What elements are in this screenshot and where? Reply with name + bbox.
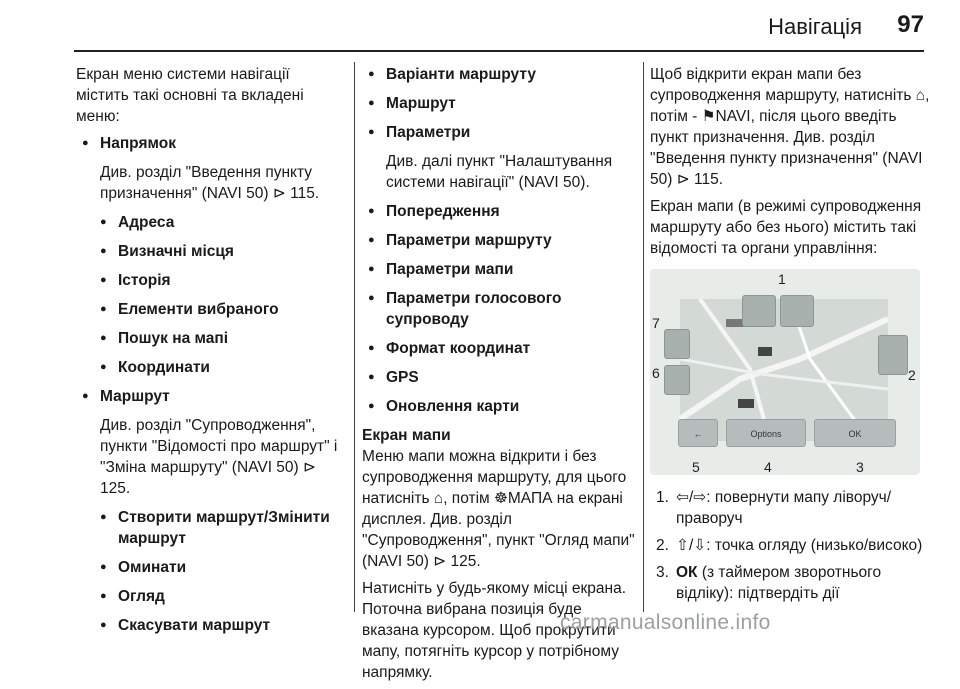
bottom-button-bar: [678, 419, 896, 449]
submenu-item: GPS: [386, 369, 419, 386]
section-heading-map-screen: Екран мапи: [362, 427, 451, 444]
options-button[interactable]: Options: [726, 419, 806, 447]
submenu-list-params: [362, 201, 642, 417]
menu-list: [362, 122, 642, 143]
map-screen-figure: [650, 269, 920, 475]
header-rule: [74, 50, 924, 52]
submenu-item: Пошук на мапі: [118, 330, 229, 347]
submenu-item: Параметри мапи: [386, 261, 514, 278]
submenu-list-continued: [362, 64, 642, 114]
view-down-button[interactable]: [664, 365, 690, 395]
menu-item-route: [76, 386, 346, 407]
column-divider-1: [354, 62, 355, 612]
watermark: carmanualsonline.info: [560, 611, 771, 634]
submenu-list-direction: [76, 212, 346, 378]
page-number: 97: [897, 11, 924, 38]
menu-item-direction: [76, 133, 346, 154]
submenu-item: Попередження: [386, 203, 500, 220]
menu-item-label: Параметри: [386, 124, 471, 141]
submenu-item: Координати: [118, 359, 210, 376]
menu-item-params: [362, 122, 642, 143]
column-divider-2: [643, 62, 644, 612]
submenu-item: Оминати: [118, 559, 187, 576]
submenu-item: Параметри маршруту: [386, 232, 552, 249]
legend-item: 3. ОК (з таймером зворотнього відліку): підтвердіть дії: [656, 564, 882, 602]
submenu-item: Огляд: [118, 588, 165, 605]
menu-list: [76, 133, 346, 154]
submenu-item: Скасувати маршрут: [118, 617, 271, 634]
menu-item-label: Маршрут: [100, 388, 170, 405]
side-control-button[interactable]: [878, 335, 908, 375]
submenu-item: Елементи вибраного: [118, 301, 279, 318]
view-up-button[interactable]: [664, 329, 690, 359]
submenu-item: Адреса: [118, 214, 175, 231]
submenu-list-route: [76, 507, 346, 636]
menu-list: [76, 386, 346, 407]
column-2: [362, 64, 642, 689]
menu-item-desc: Див. розділ "Супроводження", пункти "Відомості про маршрут" і "Зміна маршруту" (NAVI 50) ⊳ 125.: [100, 417, 338, 497]
callout-1: 1: [778, 271, 786, 287]
rotate-right-button[interactable]: [780, 295, 814, 327]
ok-button[interactable]: OK: [814, 419, 896, 447]
submenu-item: Оновлення карти: [386, 398, 520, 415]
submenu-item: Маршрут: [386, 95, 456, 112]
submenu-item: Історія: [118, 272, 171, 289]
callout-3: 3: [856, 459, 864, 475]
legend-item: 2. ⇧/⇩: точка огляду (низько/високо): [656, 537, 923, 554]
intro-text: Екран меню системи навігації містить такі основні та вкладені меню:: [76, 66, 304, 125]
menu-item-desc: Див. розділ "Введення пункту призначення" (NAVI 50) ⊳ 115.: [100, 164, 320, 202]
submenu-item: Формат координат: [386, 340, 531, 357]
map-screen-paragraph-2: Натисніть у будь-якому місці екрана. Поточна вибрана позиція буде вказана курсором. Щоб прокрутити мапу, потягніть курсор у потрібному напрямку.: [362, 580, 627, 681]
submenu-item: Визначні місця: [118, 243, 234, 260]
menu-item-desc: Див. далі пункт "Налаштування системи навігації" (NAVI 50).: [386, 153, 613, 191]
rotate-left-button[interactable]: [742, 295, 776, 327]
open-map-paragraph: Щоб відкрити екран мапи без супроводження маршруту, натисніть ⌂, потім - ⚑NAVI, після цього введіть пункт призначення. Див. розділ "Введення пункту призначення" (NAVI 50) ⊳ 115.: [650, 66, 930, 188]
callout-4: 4: [764, 459, 772, 475]
callout-2: 2: [908, 367, 916, 383]
back-button[interactable]: ←: [678, 419, 718, 447]
callout-5: 5: [692, 459, 700, 475]
submenu-item: Варіанти маршруту: [386, 66, 536, 83]
callout-6: 6: [652, 365, 660, 381]
map-screen-contents-paragraph: Екран мапи (в режимі супроводження маршруту або без нього) містить такі відомості та органи управління:: [650, 198, 922, 257]
column-1: [76, 64, 346, 644]
submenu-item: Параметри голосового супроводу: [386, 290, 562, 328]
submenu-item: Створити маршрут/Змінити маршрут: [118, 509, 330, 547]
page-title: Навігація: [768, 14, 862, 39]
map-screen-paragraph-1: Меню мапи можна відкрити і без супроводження маршруту, для цього натисніть ⌂, потім ☸МАПА на екрані дисплея. Див. розділ "Супроводження", пункт "Огляд мапи" (NAVI 50) ⊳ 125.: [362, 448, 635, 570]
page-header: [0, 0, 960, 56]
menu-item-label: Напрямок: [100, 135, 176, 152]
legend-list: [650, 487, 930, 604]
column-3: [650, 64, 930, 610]
legend-item: 1. ⇦/⇨: повернути мапу ліворуч/праворуч: [656, 489, 892, 527]
callout-7: 7: [652, 315, 660, 331]
